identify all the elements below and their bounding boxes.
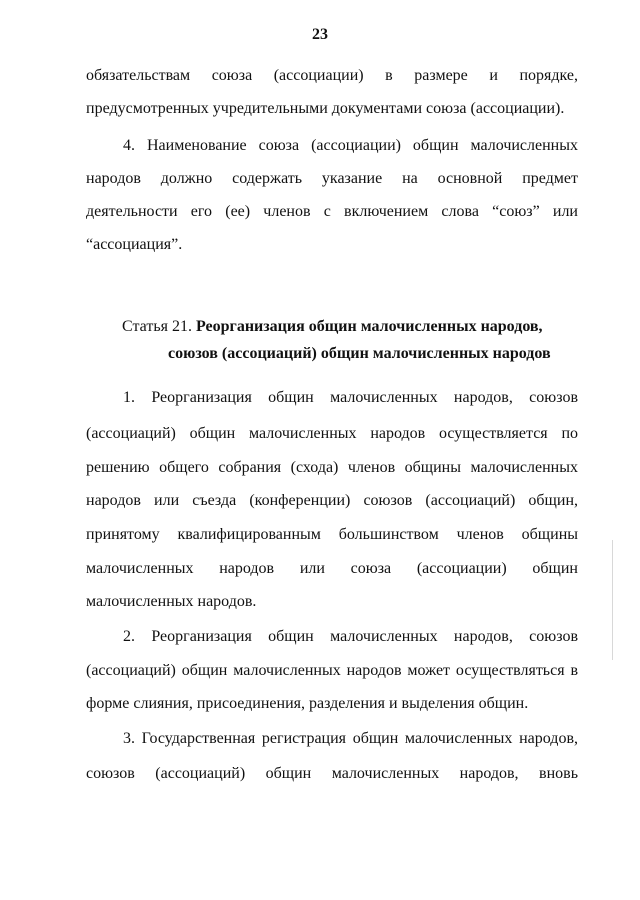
text-line-3: 4. Наименование союза (ассоциации) общин малочисленных <box>123 137 578 154</box>
text-line-7: 1. Реорганизация общин малочисленных народов, союзов <box>123 389 578 406</box>
text-line-13: малочисленных народов. <box>86 593 257 610</box>
article-heading-line-2: союзов (ассоциаций) общин малочисленных народов <box>168 345 551 362</box>
text-line-16: форме слияния, присоединения, разделения и выделения общин. <box>86 695 529 712</box>
text-line-10: народов или съезда (конференции) союзов (ассоциаций) общин, <box>86 492 578 509</box>
article-heading-line-1 <box>122 318 543 336</box>
text-line-14: 2. Реорганизация общин малочисленных народов, союзов <box>123 628 578 645</box>
page-number: 23 <box>312 26 328 43</box>
text-line-1: обязательствам союза (ассоциации) в размере и порядке, <box>86 67 578 84</box>
text-line-8: (ассоциаций) общин малочисленных народов осуществляется по <box>86 425 578 442</box>
text-line-5: деятельности его (ее) членов с включением слова “союз” или <box>86 203 578 220</box>
text-line-2: предусмотренных учредительными документами союза (ассоциации). <box>86 100 565 117</box>
text-line-15: (ассоциаций) общин малочисленных народов может осуществляться в <box>86 662 578 679</box>
text-line-17: 3. Государственная регистрация общин малочисленных народов, <box>123 730 578 747</box>
article-number: Статья 21. <box>122 318 192 335</box>
text-line-9: решению общего собрания (схода) членов общины малочисленных <box>86 459 578 476</box>
text-line-11: принятому квалифицированным большинством членов общины <box>86 526 578 543</box>
article-title-part-1: Реорганизация общин малочисленных народов, <box>195 318 543 335</box>
scan-edge-mark <box>612 540 613 660</box>
text-line-4: народов должно содержать указание на основной предмет <box>86 170 578 187</box>
text-line-12: малочисленных народов или союза (ассоциации) общин <box>86 560 578 577</box>
text-line-6: “ассоциация”. <box>86 236 183 253</box>
text-line-18: союзов (ассоциаций) общин малочисленных народов, вновь <box>86 765 578 782</box>
